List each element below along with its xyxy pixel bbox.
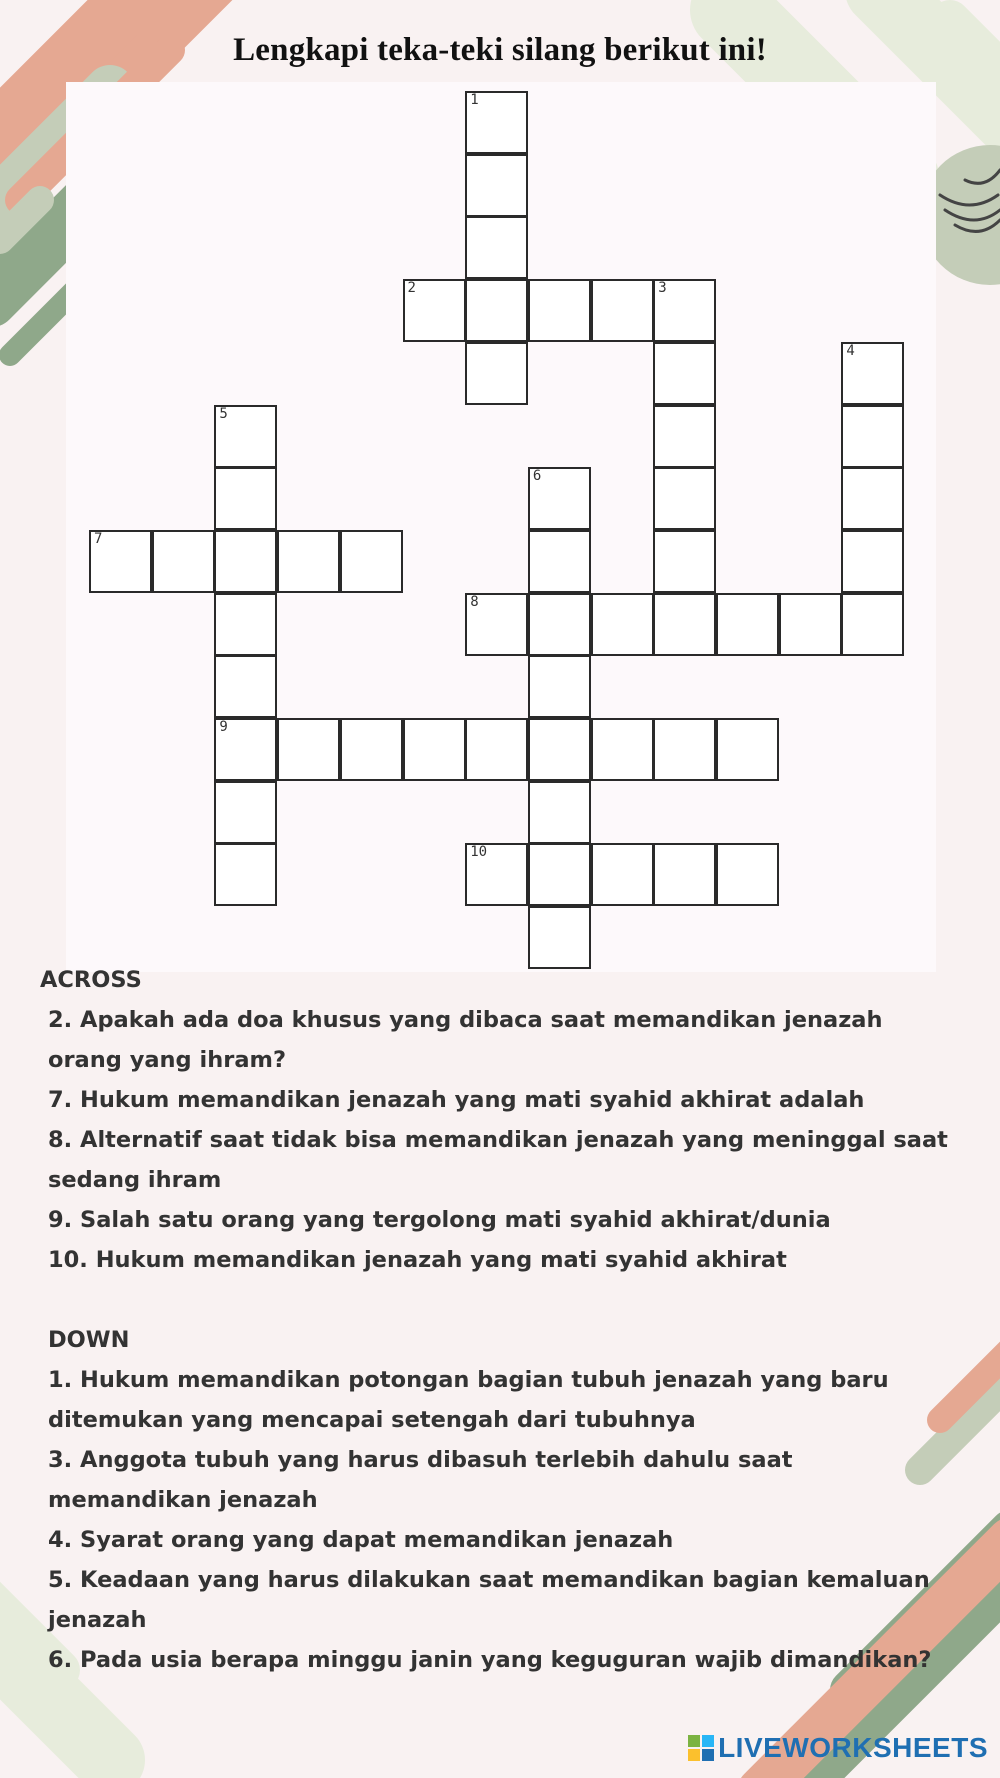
liveworksheets-logo-icon <box>688 1735 714 1761</box>
logo-text: LIVEWORKSHEETS <box>718 1732 988 1763</box>
clue-across-2: 2. Apakah ada doa khusus yang dibaca saat memandikan jenazah orang yang ihram? <box>48 1007 883 1073</box>
clue-list <box>40 960 960 1680</box>
crossword-cell[interactable] <box>214 530 277 593</box>
crossword-cell[interactable] <box>653 279 716 342</box>
page-title: Lengkapi teka-teki silang berikut ini! <box>233 32 767 68</box>
crossword-cell[interactable] <box>214 718 277 781</box>
crossword-cell[interactable] <box>528 279 591 342</box>
crossword-cell[interactable] <box>528 718 591 781</box>
crossword-cell[interactable] <box>403 718 466 781</box>
crossword-cell[interactable] <box>465 279 528 342</box>
crossword-cell[interactable] <box>214 405 277 468</box>
clue-number: 8 <box>470 593 479 610</box>
crossword-cell[interactable] <box>214 655 277 718</box>
across-heading: ACROSS <box>40 967 142 993</box>
crossword-cell[interactable] <box>653 718 716 781</box>
crossword-cell[interactable] <box>528 655 591 718</box>
clue-down-4: 4. Syarat orang yang dapat memandikan jenazah <box>48 1527 674 1553</box>
crossword-cell[interactable] <box>591 593 654 656</box>
clue-number: 5 <box>219 405 228 422</box>
crossword-cell[interactable] <box>841 467 904 530</box>
crossword-cell[interactable] <box>528 843 591 906</box>
crossword-cell[interactable] <box>403 279 466 342</box>
crossword-cell[interactable] <box>528 593 591 656</box>
crossword-cell[interactable] <box>214 843 277 906</box>
clue-across-9: 9. Salah satu orang yang tergolong mati syahid akhirat/dunia <box>48 1207 831 1233</box>
crossword-cell[interactable] <box>591 279 654 342</box>
crossword-cell[interactable] <box>277 530 340 593</box>
crossword-cell[interactable] <box>653 467 716 530</box>
clue-across-10: 10. Hukum memandikan jenazah yang mati syahid akhirat <box>48 1247 787 1273</box>
crossword-cell[interactable] <box>528 467 591 530</box>
clue-down-3: 3. Anggota tubuh yang harus dibasuh terlebih dahulu saat memandikan jenazah <box>48 1447 793 1513</box>
crossword-cell[interactable] <box>465 593 528 656</box>
clue-number: 7 <box>94 530 103 547</box>
crossword-cell[interactable] <box>716 843 779 906</box>
clue-down-6: 6. Pada usia berapa minggu janin yang keguguran wajib dimandikan? <box>48 1647 932 1673</box>
clue-across-7: 7. Hukum memandikan jenazah yang mati syahid akhirat adalah <box>48 1087 865 1113</box>
crossword-cell[interactable] <box>841 530 904 593</box>
clue-number: 9 <box>219 719 228 735</box>
crossword-cell[interactable] <box>591 718 654 781</box>
crossword-cell[interactable] <box>528 530 591 593</box>
clue-number: 2 <box>407 280 416 297</box>
clue-across-8: 8. Alternatif saat tidak bisa memandikan jenazah yang meninggal saat sedang ihram <box>48 1127 948 1193</box>
crossword-cell[interactable] <box>465 154 528 217</box>
crossword-cell[interactable] <box>340 530 403 593</box>
crossword-cell[interactable] <box>528 781 591 844</box>
crossword-cell[interactable] <box>465 718 528 781</box>
crossword-cell[interactable] <box>465 216 528 279</box>
clue-down-1: 1. Hukum memandikan potongan bagian tubuh jenazah yang baru ditemukan yang mencapai setengah dari tubuhnya <box>48 1367 889 1433</box>
crossword-cell[interactable] <box>653 530 716 593</box>
crossword-cell[interactable] <box>653 342 716 405</box>
crossword-cell[interactable] <box>591 843 654 906</box>
crossword-cell[interactable] <box>152 530 215 593</box>
crossword-cell[interactable] <box>89 530 152 593</box>
crossword-cell[interactable] <box>653 593 716 656</box>
clue-number: 1 <box>470 92 479 108</box>
crossword-cell[interactable] <box>716 718 779 781</box>
crossword-cell[interactable] <box>340 718 403 781</box>
clue-number: 4 <box>846 342 855 359</box>
crossword-cell[interactable] <box>841 593 904 656</box>
crossword-cell[interactable] <box>465 342 528 405</box>
crossword-cell[interactable] <box>779 593 842 656</box>
clue-number: 3 <box>658 280 667 297</box>
down-heading: DOWN <box>48 1327 130 1353</box>
clue-number: 6 <box>532 468 542 485</box>
crossword-cell[interactable] <box>841 405 904 468</box>
crossword-cell[interactable] <box>214 781 277 844</box>
liveworksheets-logo <box>688 1732 988 1764</box>
crossword-cell[interactable] <box>465 843 528 906</box>
crossword-cell[interactable] <box>653 405 716 468</box>
crossword-cell[interactable] <box>716 593 779 656</box>
crossword-cell[interactable] <box>465 91 528 154</box>
crossword-cell[interactable] <box>653 843 716 906</box>
clue-down-5: 5. Keadaan yang harus dilakukan saat memandikan bagian kemaluan jenazah <box>48 1567 930 1633</box>
crossword-cell[interactable] <box>214 467 277 530</box>
crossword-cell[interactable] <box>214 593 277 656</box>
crossword-cell[interactable] <box>841 342 904 405</box>
clue-number: 10 <box>470 844 488 861</box>
crossword-cell[interactable] <box>277 718 340 781</box>
